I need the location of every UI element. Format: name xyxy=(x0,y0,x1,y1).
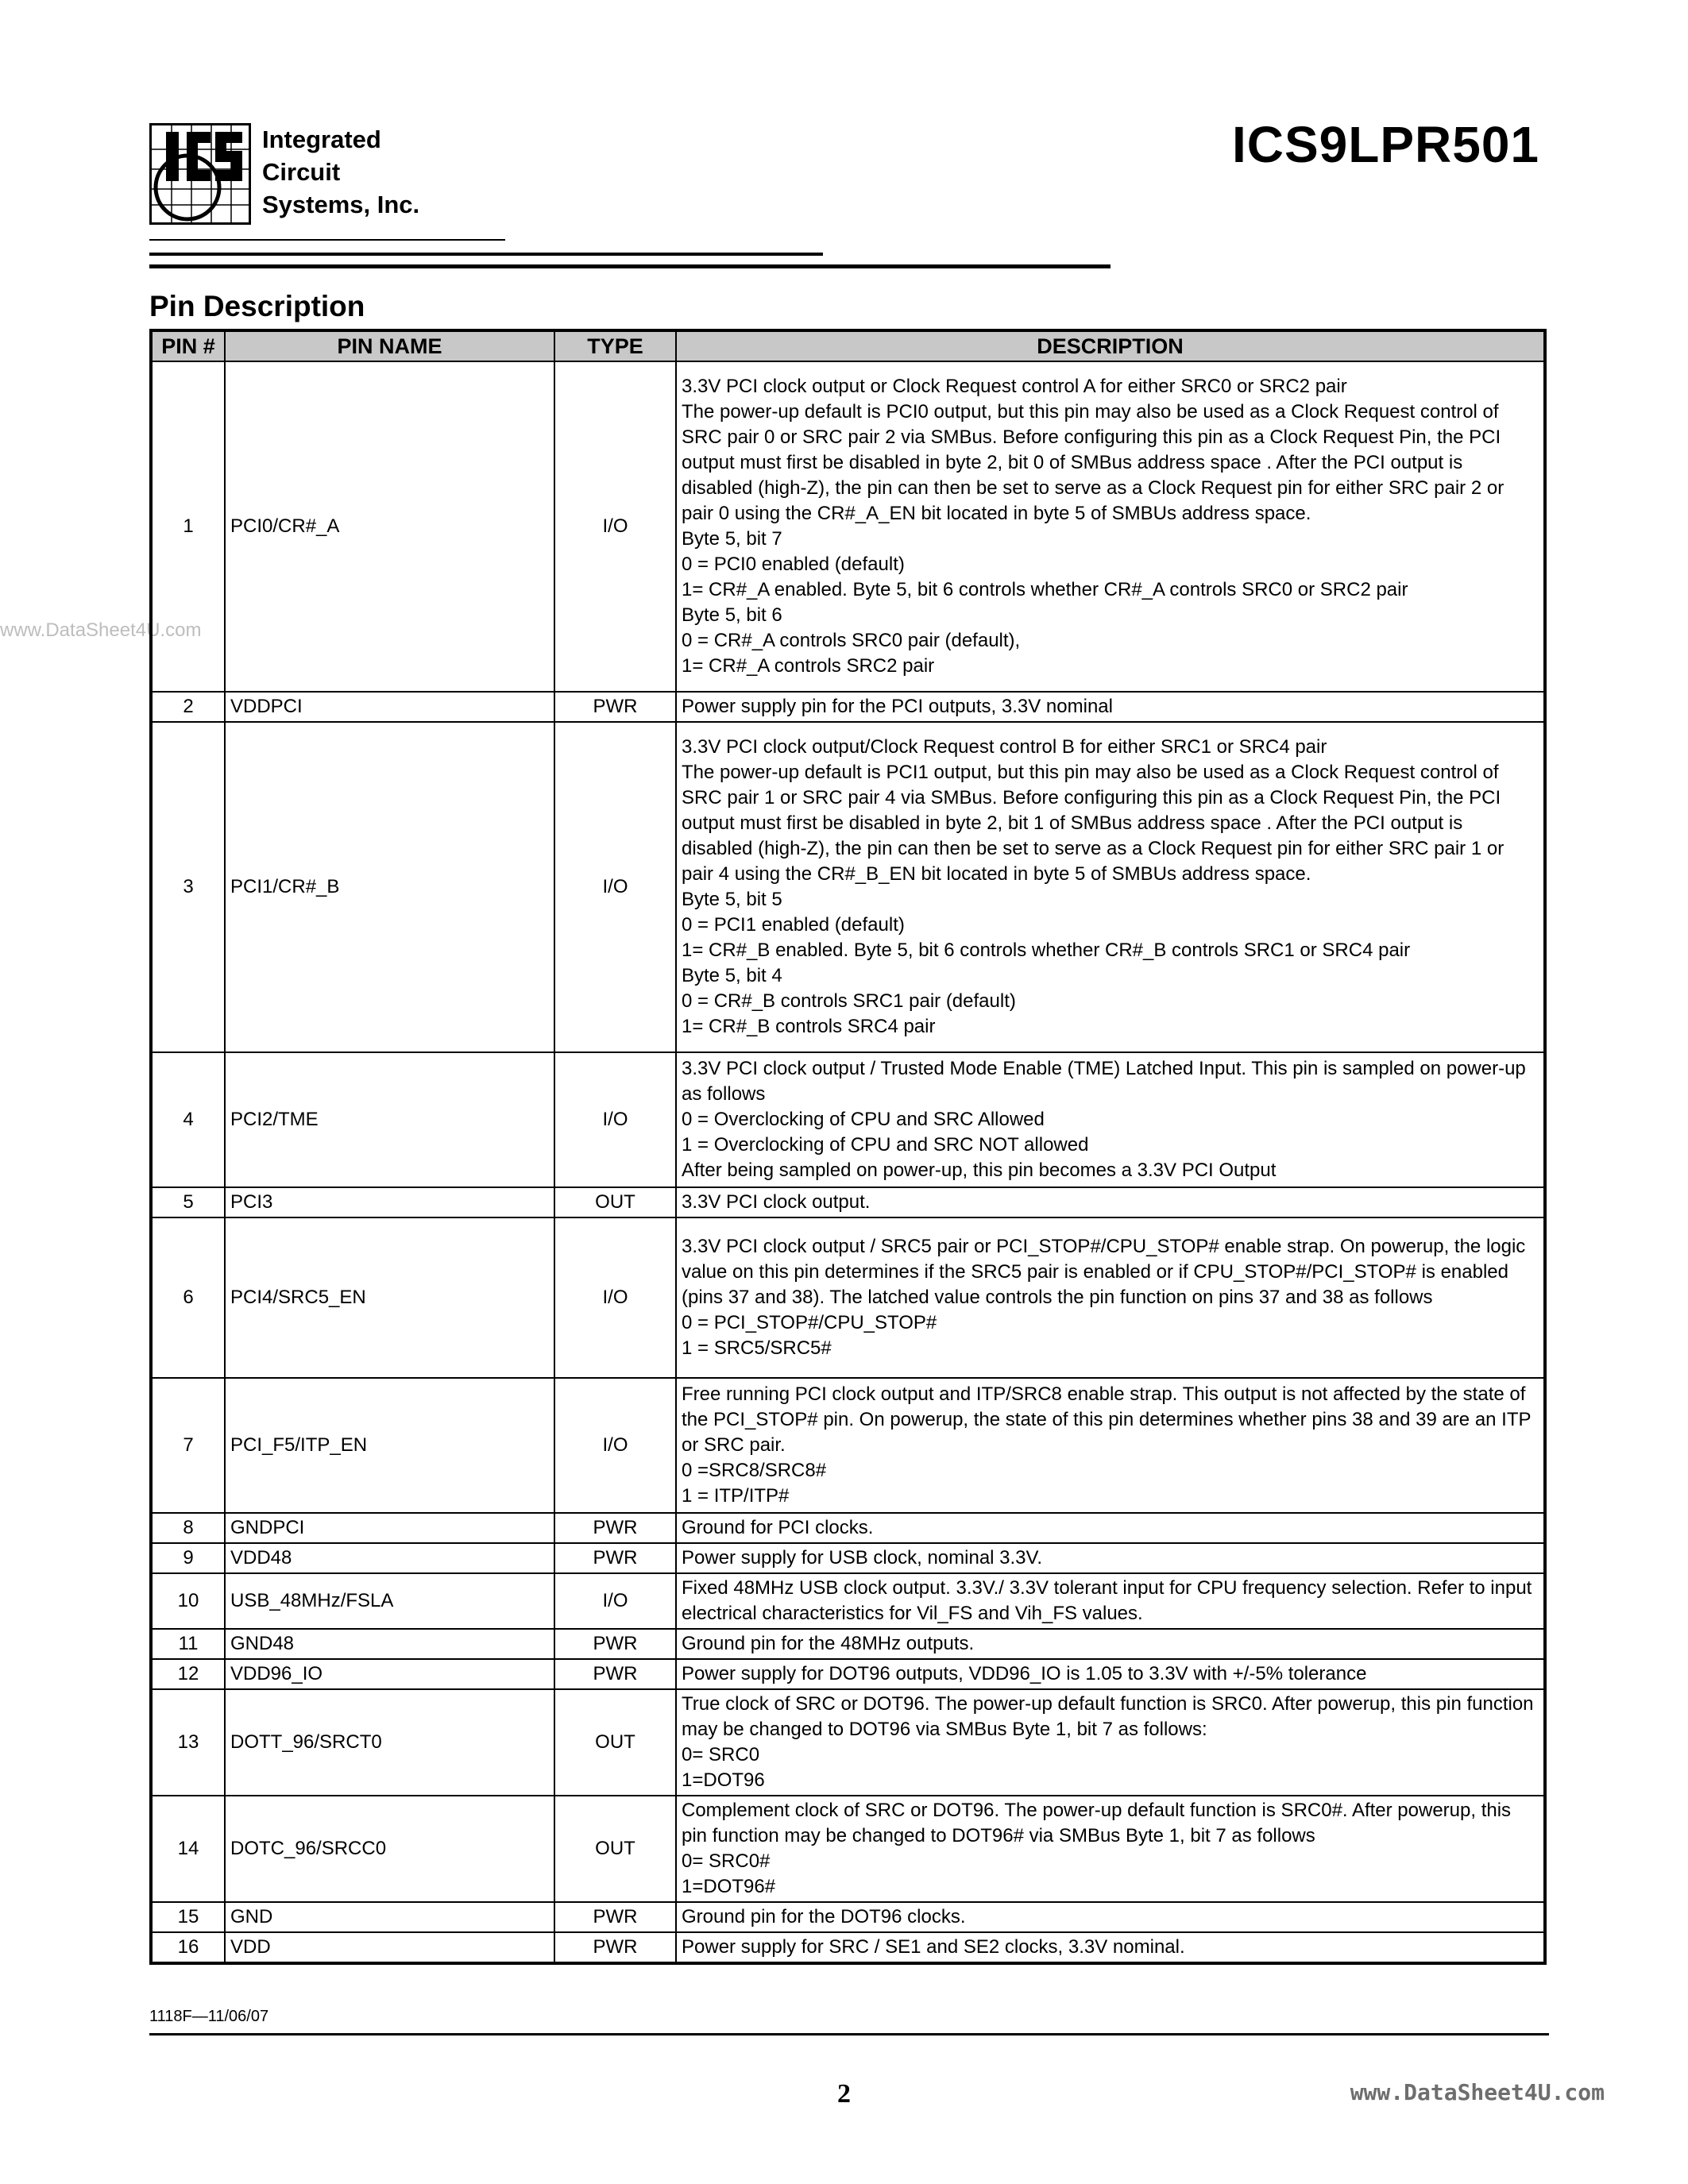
pin-type-cell: I/O xyxy=(554,1052,676,1187)
description-line: 3.3V PCI clock output / Trusted Mode Enable (TME) Latched Input. This pin is sampled on power-up as follows xyxy=(682,1058,1526,1105)
pin-description-cell xyxy=(676,1217,1545,1378)
description-line: Complement clock of SRC or DOT96. The power-up default function is SRC0#. After powerup, this pin function may be changed to DOT96# via SMBus Byte 1, bit 7 as follows xyxy=(682,1800,1512,1846)
pin-description-cell xyxy=(676,1796,1545,1902)
description-line: 3.3V PCI clock output. xyxy=(682,1191,871,1213)
pin-name-cell: PCI1/CR#_B xyxy=(225,722,554,1052)
description-line: Power supply pin for the PCI outputs, 3.3V nominal xyxy=(682,696,1113,717)
description-line: Byte 5, bit 5 xyxy=(682,889,782,910)
description-line: 1 = Overclocking of CPU and SRC NOT allowed xyxy=(682,1134,1089,1156)
table-row xyxy=(151,1543,1545,1573)
pin-type-cell: I/O xyxy=(554,1217,676,1378)
description-line: 1=DOT96 xyxy=(682,1769,765,1791)
pin-description-cell xyxy=(676,722,1545,1052)
pin-name-cell: GND48 xyxy=(225,1629,554,1659)
pin-type-cell: I/O xyxy=(554,1378,676,1513)
pin-name-cell: PCI0/CR#_A xyxy=(225,361,554,692)
table-row xyxy=(151,1378,1545,1513)
pin-type-cell: OUT xyxy=(554,1689,676,1796)
page-number: 2 xyxy=(837,2079,851,2109)
pin-number-cell: 10 xyxy=(151,1573,225,1629)
table-row xyxy=(151,1513,1545,1543)
table-row xyxy=(151,1629,1545,1659)
description-line: 1 = SRC5/SRC5# xyxy=(682,1337,832,1359)
pin-number-cell: 7 xyxy=(151,1378,225,1513)
description-line: Power supply for DOT96 outputs, VDD96_IO is 1.05 to 3.3V with +/-5% tolerance xyxy=(682,1663,1367,1684)
table-row xyxy=(151,1052,1545,1187)
pin-name-cell: USB_48MHz/FSLA xyxy=(225,1573,554,1629)
pin-description-cell xyxy=(676,1932,1545,1963)
description-line: Ground pin for the 48MHz outputs. xyxy=(682,1633,975,1654)
footer-site: www.DataSheet4U.com xyxy=(1350,2079,1605,2105)
description-line: Power supply for USB clock, nominal 3.3V. xyxy=(682,1547,1042,1569)
description-line: 0 = Overclocking of CPU and SRC Allowed xyxy=(682,1109,1045,1130)
pin-description-cell xyxy=(676,692,1545,722)
ics-logo xyxy=(149,123,251,225)
company-name xyxy=(262,123,419,221)
table-row xyxy=(151,361,1545,692)
document-code: 1118F—11/06/07 xyxy=(149,2008,269,2025)
pin-name-cell: PCI4/SRC5_EN xyxy=(225,1217,554,1378)
header-description: DESCRIPTION xyxy=(676,330,1545,361)
description-line: 3.3V PCI clock output / SRC5 pair or PCI_STOP#/CPU_STOP# enable strap. On powerup, the logic value on this pin determines if the SRC5 pair is enabled or if CPU_STOP#/PCI_STOP# is enabled (pins 37 and 38). The latched value controls the pin function on pins 37 and 38 as follows xyxy=(682,1236,1526,1308)
description-line: 1= CR#_B enabled. Byte 5, bit 6 controls whether CR#_B controls SRC1 or SRC4 pair xyxy=(682,940,1411,961)
table-header-row xyxy=(151,330,1545,361)
pin-description-cell xyxy=(676,1573,1545,1629)
pin-type-cell: OUT xyxy=(554,1796,676,1902)
description-line: 0 = CR#_A controls SRC0 pair (default), xyxy=(682,630,1021,651)
pin-number-cell: 6 xyxy=(151,1217,225,1378)
table-row xyxy=(151,722,1545,1052)
description-line: 1= CR#_A controls SRC2 pair xyxy=(682,655,935,677)
table-row xyxy=(151,1902,1545,1932)
pin-type-cell: PWR xyxy=(554,1932,676,1963)
description-line: 0 = PCI_STOP#/CPU_STOP# xyxy=(682,1312,937,1333)
pin-type-cell: OUT xyxy=(554,1187,676,1217)
table-row xyxy=(151,1659,1545,1689)
footer-rule xyxy=(149,2033,1549,2035)
table-row xyxy=(151,692,1545,722)
pin-number-cell: 15 xyxy=(151,1902,225,1932)
description-line: 1=DOT96# xyxy=(682,1876,776,1897)
pin-name-cell: PCI_F5/ITP_EN xyxy=(225,1378,554,1513)
pin-name-cell: DOTC_96/SRCC0 xyxy=(225,1796,554,1902)
pin-description-cell xyxy=(676,1659,1545,1689)
table-row xyxy=(151,1689,1545,1796)
table-row xyxy=(151,1796,1545,1902)
pin-type-cell: PWR xyxy=(554,1513,676,1543)
description-line: Byte 5, bit 4 xyxy=(682,965,782,986)
pin-description-table xyxy=(149,329,1547,1965)
pin-name-cell: PCI3 xyxy=(225,1187,554,1217)
pin-type-cell: PWR xyxy=(554,1543,676,1573)
pin-number-cell: 8 xyxy=(151,1513,225,1543)
description-line: After being sampled on power-up, this pin becomes a 3.3V PCI Output xyxy=(682,1160,1277,1181)
table-row xyxy=(151,1573,1545,1629)
description-line: 0 =SRC8/SRC8# xyxy=(682,1460,827,1481)
pin-description-cell xyxy=(676,1543,1545,1573)
ics-logo-icon xyxy=(152,125,249,222)
company-line-2: Circuit xyxy=(262,158,341,186)
description-line: True clock of SRC or DOT96. The power-up default function is SRC0. After powerup, this pin function may be changed to DOT96 via SMBus Byte 1, bit 7 as follows: xyxy=(682,1693,1534,1740)
pin-description-cell xyxy=(676,1629,1545,1659)
description-line: 0= SRC0# xyxy=(682,1850,771,1872)
description-line: 3.3V PCI clock output/Clock Request control B for either SRC1 or SRC4 pair xyxy=(682,736,1327,758)
header-rule-3 xyxy=(149,264,1111,268)
description-line: Ground for PCI clocks. xyxy=(682,1517,874,1538)
pin-number-cell: 3 xyxy=(151,722,225,1052)
pin-description-cell xyxy=(676,1902,1545,1932)
pin-description-cell xyxy=(676,1689,1545,1796)
pin-type-cell: I/O xyxy=(554,361,676,692)
pin-number-cell: 9 xyxy=(151,1543,225,1573)
pin-type-cell: PWR xyxy=(554,692,676,722)
pin-name-cell: DOTT_96/SRCT0 xyxy=(225,1689,554,1796)
header-rule-1 xyxy=(149,239,505,241)
pin-number-cell: 5 xyxy=(151,1187,225,1217)
pin-name-cell: VDD96_IO xyxy=(225,1659,554,1689)
pin-type-cell: PWR xyxy=(554,1902,676,1932)
pin-number-cell: 12 xyxy=(151,1659,225,1689)
description-line: 3.3V PCI clock output or Clock Request control A for either SRC0 or SRC2 pair xyxy=(682,376,1347,397)
description-line: Fixed 48MHz USB clock output. 3.3V./ 3.3V tolerant input for CPU frequency selection. Refer to input electrical characteristics for Vil_FS and Vih_FS values. xyxy=(682,1577,1532,1624)
pin-description-cell xyxy=(676,361,1545,692)
header-pin-number: PIN # xyxy=(151,330,225,361)
pin-description-cell xyxy=(676,1187,1545,1217)
pin-number-cell: 16 xyxy=(151,1932,225,1963)
watermark: www.DataSheet4U.com xyxy=(0,619,202,641)
description-line: 0 = PCI0 enabled (default) xyxy=(682,554,905,575)
pin-name-cell: PCI2/TME xyxy=(225,1052,554,1187)
description-line: Free running PCI clock output and ITP/SRC8 enable strap. This output is not affected by the state of the PCI_STOP# pin. On powerup, the state of this pin determines whether pins 38 and 39 are an ITP or SRC pair. xyxy=(682,1383,1532,1456)
pin-number-cell: 4 xyxy=(151,1052,225,1187)
table-row xyxy=(151,1932,1545,1963)
pin-number-cell: 1 xyxy=(151,361,225,692)
description-line: The power-up default is PCI0 output, but this pin may also be used as a Clock Request control of SRC pair 0 or SRC pair 2 via SMBus. Before configuring this pin as a Clock Request Pin, the PCI output must first be disabled in byte 2, bit 0 of SMBus address space . After the PCI output is disabled (high-Z), the pin can then be set to serve as a Clock Request pin for either SRC pair 2 or pair 0 using the CR#_A_EN bit located in byte 5 of SMBUs address space. xyxy=(682,401,1505,524)
description-line: 0 = PCI1 enabled (default) xyxy=(682,914,905,936)
table-row xyxy=(151,1187,1545,1217)
company-line-3: Systems, Inc. xyxy=(262,191,420,218)
pin-name-cell: VDD48 xyxy=(225,1543,554,1573)
description-line: Byte 5, bit 6 xyxy=(682,604,782,626)
pin-name-cell: VDDPCI xyxy=(225,692,554,722)
description-line: Power supply for SRC / SE1 and SE2 clocks, 3.3V nominal. xyxy=(682,1936,1185,1958)
description-line: 0 = CR#_B controls SRC1 pair (default) xyxy=(682,990,1016,1012)
pin-type-cell: I/O xyxy=(554,1573,676,1629)
description-line: 1= CR#_A enabled. Byte 5, bit 6 controls whether CR#_A controls SRC0 or SRC2 pair xyxy=(682,579,1408,600)
header-type: TYPE xyxy=(554,330,676,361)
pin-type-cell: I/O xyxy=(554,722,676,1052)
table-body xyxy=(151,361,1545,1963)
pin-name-cell: VDD xyxy=(225,1932,554,1963)
pin-name-cell: GNDPCI xyxy=(225,1513,554,1543)
description-line: 1= CR#_B controls SRC4 pair xyxy=(682,1016,936,1037)
pin-name-cell: GND xyxy=(225,1902,554,1932)
pin-number-cell: 2 xyxy=(151,692,225,722)
pin-description-cell xyxy=(676,1378,1545,1513)
description-line: The power-up default is PCI1 output, but this pin may also be used as a Clock Request control of SRC pair 1 or SRC pair 4 via SMBus. Before configuring this pin as a Clock Request Pin, the PCI output must first be disabled in byte 2, bit 1 of SMBus address space . After the PCI output is disabled (high-Z), the pin can then be set to serve as a Clock Request pin for either SRC pair 1 or pair 4 using the CR#_B_EN bit located in byte 5 of SMBUs address space. xyxy=(682,762,1505,885)
section-title: Pin Description xyxy=(149,290,365,322)
pin-number-cell: 13 xyxy=(151,1689,225,1796)
pin-number-cell: 14 xyxy=(151,1796,225,1902)
part-number: ICS9LPR501 xyxy=(1231,116,1539,173)
pin-type-cell: PWR xyxy=(554,1629,676,1659)
header-pin-name: PIN NAME xyxy=(225,330,554,361)
pin-description-cell xyxy=(676,1513,1545,1543)
description-line: 0= SRC0 xyxy=(682,1744,760,1765)
pin-type-cell: PWR xyxy=(554,1659,676,1689)
description-line: Byte 5, bit 7 xyxy=(682,528,782,550)
description-line: Ground pin for the DOT96 clocks. xyxy=(682,1906,966,1927)
description-line: 1 = ITP/ITP# xyxy=(682,1485,790,1507)
pin-description-cell xyxy=(676,1052,1545,1187)
header-rule-2 xyxy=(149,253,823,256)
company-line-1: Integrated xyxy=(262,125,381,153)
pin-number-cell: 11 xyxy=(151,1629,225,1659)
table-row xyxy=(151,1217,1545,1378)
